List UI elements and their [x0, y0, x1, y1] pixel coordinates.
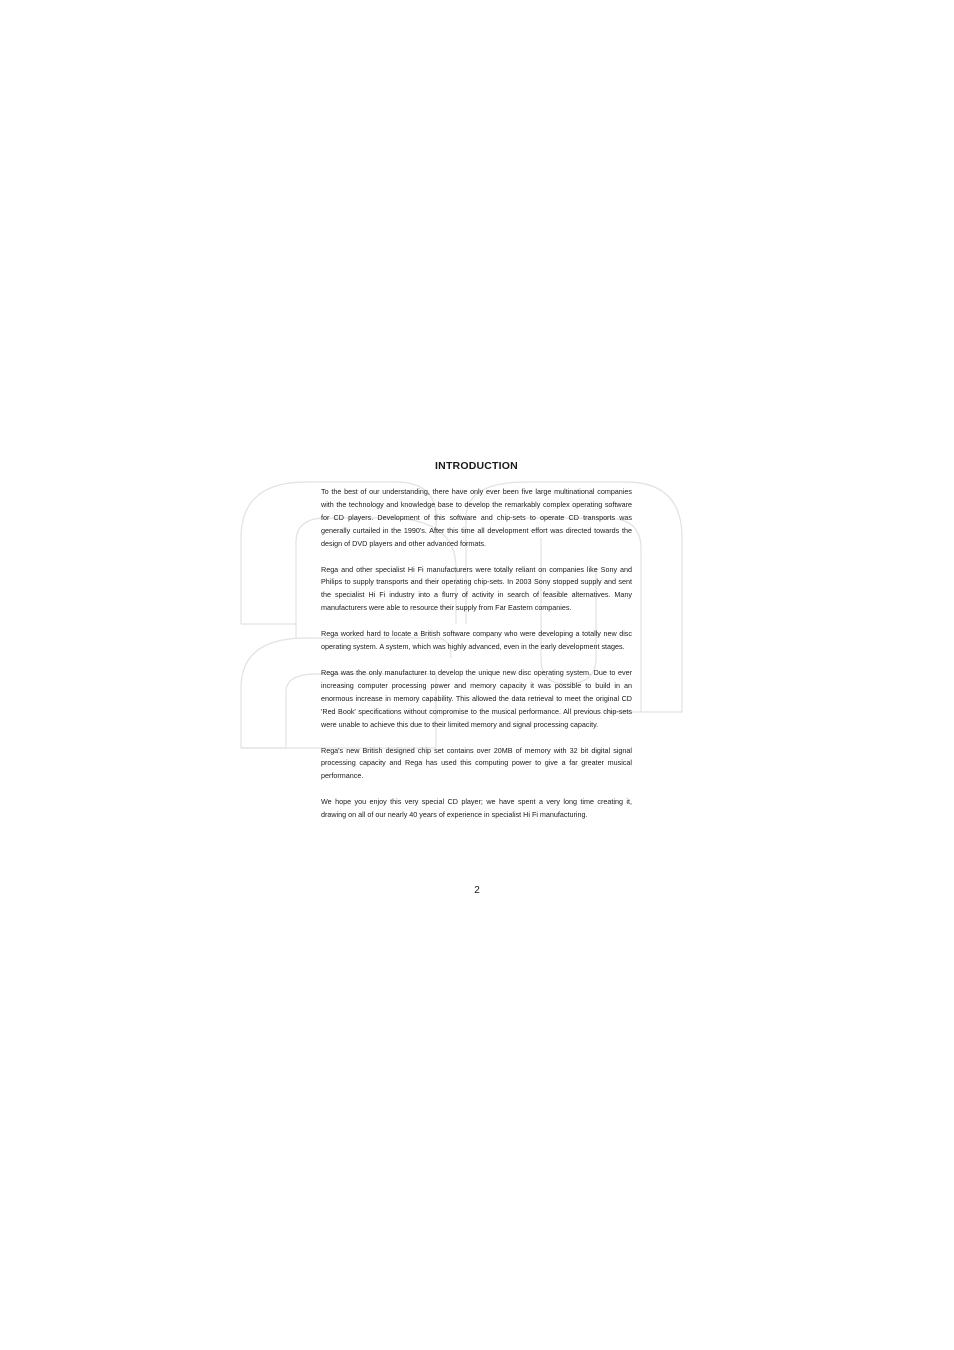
paragraph-1: To the best of our understanding, there have only ever been five large multinational companies with the technology and knowledge base to develop the remarkably complex operating software for CD players. Development of this software and chip-sets to operate CD transports was generally curtailed in the 1990's. After this time all development effort was directed towards the design of DVD players and other advanced formats. [321, 487, 632, 548]
paragraph-4: Rega was the only manufacturer to develop the unique new disc operating system. Due to ever increasing computer processing power and memory capacity it was possible to build in an enormous increase in memory capability. This allowed the data retrieval to meet the original CD 'Red Book' specifications without compromise to the musical performance. All previous chip-sets were unable to achieve this due to their limited memory and signal processing capacity. [321, 667, 632, 729]
paragraph-5: Rega's new British designed chip set contains over 20MB of memory with 32 bit digital signal processing capacity and Rega has used this computing power to give a far greater musical performance. [321, 745, 632, 781]
paragraph-6: We hope you enjoy this very special CD player; we have spent a very long time creating it, drawing on all of our nearly 40 years of experience in specialist Hi Fi manufacturing. [321, 797, 632, 820]
paragraph-3: Rega worked hard to locate a British software company who were developing a totally new disc operating system. A system, which was highly advanced, even in the early development stages. [321, 629, 632, 652]
page-title: INTRODUCTION [435, 460, 518, 472]
document-body [321, 459, 632, 835]
paragraph-2: Rega and other specialist Hi Fi manufacturers were totally reliant on companies like Sony and Philips to supply transports and their operating chip-sets. In 2003 Sony stopped supply and sent the specialist Hi Fi industry into a flurry of activity in search of feasible alternatives. Many manufacturers were able to resource their supply from Far Eastern companies. [321, 564, 632, 613]
page-number: 2 [474, 885, 480, 896]
